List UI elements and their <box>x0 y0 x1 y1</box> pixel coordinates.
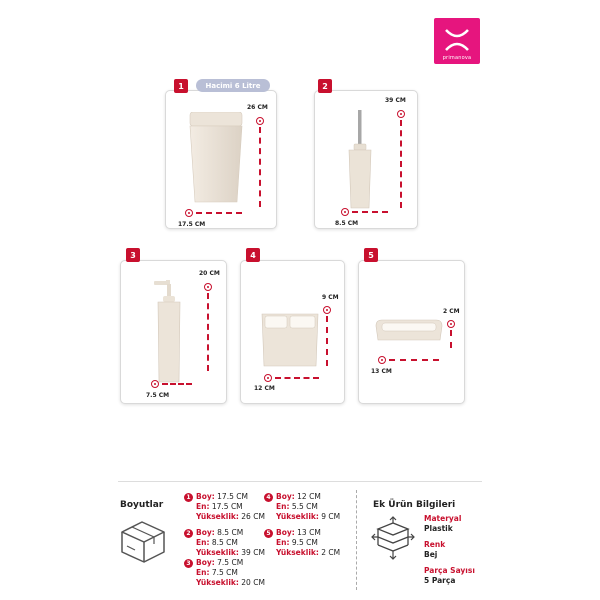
soap-dispenser-image <box>148 278 188 384</box>
spec-block-1 <box>196 492 265 522</box>
product-4-width-marker <box>264 374 272 382</box>
spec-boy-key: Boy: <box>276 528 295 537</box>
spec-yukseklik-key: Yükseklik: <box>276 512 319 521</box>
spec-en-value: 7.5 CM <box>211 568 238 577</box>
product-3-width-label: 7.5 CM <box>146 392 170 399</box>
extra-info-title: Ek Ürün Bilgileri <box>373 500 456 510</box>
spec-boy-value: 13 CM <box>297 528 321 537</box>
spec-en-key: En: <box>196 538 210 547</box>
spec-boy-value: 12 CM <box>297 492 321 501</box>
product-4-width-label: 12 CM <box>254 385 275 392</box>
spec-yukseklik-key: Yükseklik: <box>276 548 319 557</box>
product-number-4: 4 <box>246 248 260 262</box>
product-1-width-marker <box>185 209 193 217</box>
product-2-height-line <box>400 120 402 208</box>
material-label: Materyal <box>424 514 462 523</box>
spec-block-5 <box>276 528 340 558</box>
spec-block-4 <box>276 492 340 522</box>
extra-info-list <box>424 514 475 586</box>
spec-en-value: 9.5 CM <box>291 538 318 547</box>
product-4-height-marker <box>323 306 331 314</box>
product-3-width-marker <box>151 380 159 388</box>
spec-en-key: En: <box>276 502 290 511</box>
product-4-height-line <box>326 316 328 366</box>
product-5-width-marker <box>378 356 386 364</box>
product-5-width-label: 13 CM <box>371 368 392 375</box>
spec-en-value: 5.5 CM <box>291 502 318 511</box>
product-1-width-label: 17.5 CM <box>178 221 206 228</box>
product-2-width-marker <box>341 208 349 216</box>
spec-yukseklik-value: 26 CM <box>241 512 265 521</box>
spec-boy-key: Boy: <box>196 528 215 537</box>
spec-boy-key: Boy: <box>196 558 215 567</box>
color-value: Bej <box>424 550 438 559</box>
product-2-height-label: 39 CM <box>385 97 406 104</box>
spec-en-key: En: <box>196 502 210 511</box>
spec-number-1: 1 <box>184 493 193 502</box>
product-number-3: 3 <box>126 248 140 262</box>
product-number-1: 1 <box>174 79 188 93</box>
spec-yukseklik-key: Yükseklik: <box>196 578 239 587</box>
section-divider <box>118 481 482 482</box>
product-2-width-line <box>352 211 388 213</box>
product-3-width-line <box>162 383 192 385</box>
product-number-5: 5 <box>364 248 378 262</box>
spec-yukseklik-key: Yükseklik: <box>196 512 239 521</box>
product-5-height-marker <box>447 320 455 328</box>
product-1-width-line <box>196 212 242 214</box>
color-label: Renk <box>424 540 446 549</box>
product-3-height-line <box>207 293 209 371</box>
product-4-width-line <box>275 377 319 379</box>
dimensions-title: Boyutlar <box>120 500 164 510</box>
product-1-height-label: 26 CM <box>247 104 268 111</box>
material-value: Plastik <box>424 524 453 533</box>
spec-en-key: En: <box>196 568 210 577</box>
toilet-brush-image <box>345 110 375 210</box>
product-3-height-label: 20 CM <box>199 270 220 277</box>
spec-number-4: 4 <box>264 493 273 502</box>
spec-en-value: 8.5 CM <box>211 538 238 547</box>
layered-material-icon <box>370 515 416 585</box>
spec-number-2: 2 <box>184 529 193 538</box>
soap-dish-image <box>373 318 445 344</box>
parts-value: 5 Parça <box>424 576 456 585</box>
product-number-2: 2 <box>318 79 332 93</box>
parts-label: Parça Sayısı <box>424 566 475 575</box>
spec-boy-key: Boy: <box>196 492 215 501</box>
spec-boy-value: 7.5 CM <box>217 558 244 567</box>
spec-boy-value: 8.5 CM <box>217 528 244 537</box>
spec-block-3 <box>196 558 265 588</box>
info-separator <box>356 490 357 590</box>
product-5-height-line <box>450 330 452 348</box>
trash-bin-image <box>186 112 246 204</box>
toothbrush-holder-image <box>260 312 320 368</box>
spec-yukseklik-value: 9 CM <box>321 512 341 521</box>
spec-block-2 <box>196 528 265 558</box>
brand-name: primanova <box>442 55 472 61</box>
spec-boy-value: 17.5 CM <box>217 492 248 501</box>
spec-yukseklik-value: 2 CM <box>321 548 341 557</box>
product-1-height-line <box>259 127 261 207</box>
spec-yukseklik-value: 39 CM <box>241 548 265 557</box>
box-icon <box>118 518 168 564</box>
spec-boy-key: Boy: <box>276 492 295 501</box>
product-4-height-label: 9 CM <box>322 294 339 301</box>
product-3-height-marker <box>204 283 212 291</box>
spec-number-3: 3 <box>184 559 193 568</box>
spec-number-5: 5 <box>264 529 273 538</box>
product-2-width-label: 8.5 CM <box>335 220 359 227</box>
spec-yukseklik-value: 20 CM <box>241 578 265 587</box>
spec-yukseklik-key: Yükseklik: <box>196 548 239 557</box>
product-5-height-label: 2 CM <box>443 308 460 315</box>
spec-en-key: En: <box>276 538 290 547</box>
brand-logo <box>434 18 480 64</box>
product-1-height-marker <box>256 117 264 125</box>
spec-en-value: 17.5 CM <box>211 502 243 511</box>
volume-badge: Hacimi 6 Litre <box>196 79 270 92</box>
product-2-height-marker <box>397 110 405 118</box>
product-5-width-line <box>389 359 439 361</box>
